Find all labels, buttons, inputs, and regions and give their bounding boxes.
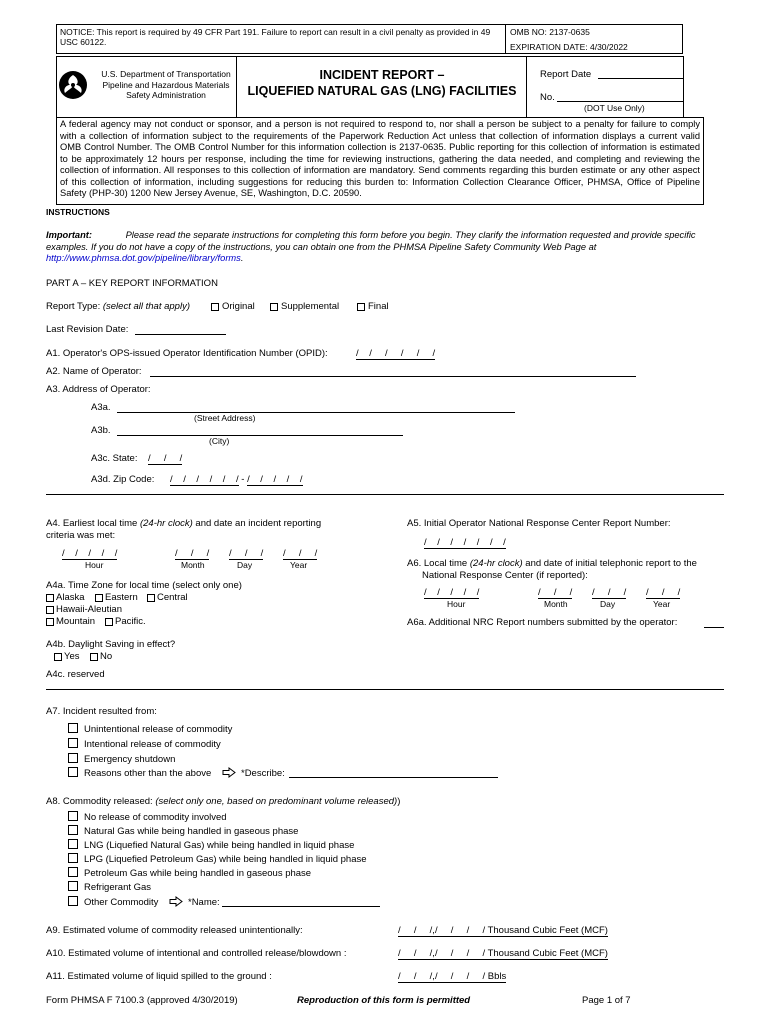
a3d-label: A3d. Zip Code: — [91, 474, 155, 485]
a10-label: A10. Estimated volume of intentional and controlled release/blowdown : — [46, 948, 347, 959]
a4-day-caption: Day — [237, 560, 253, 570]
intentional-release-checkbox[interactable] — [68, 738, 78, 748]
unintentional-release-label: Unintentional release of commodity — [84, 724, 233, 735]
a4-year-caption: Year — [290, 560, 308, 570]
page-number: Page 1 of 7 — [582, 995, 631, 1006]
instructions-text: Important: Please read the separate instructions for completing this form before you begin. They clarify the information requested and provide specific examples. If you do not have a copy of the instructions, you can obtain one from the PHMSA Pipeline Safety Community Web Page at http://www.phmsa.dot.gov/pipeline/library/forms. — [46, 230, 696, 263]
a6-hour-field[interactable]: / / / / / — [424, 587, 480, 598]
petroleum-gas-checkbox[interactable] — [68, 867, 78, 877]
lng-checkbox[interactable] — [68, 839, 78, 849]
part-a-heading: PART A – KEY REPORT INFORMATION — [46, 278, 218, 289]
title-divider-left — [236, 56, 237, 118]
emergency-shutdown-checkbox[interactable] — [68, 753, 78, 763]
dot-number-label: No. — [540, 92, 555, 103]
a4b-label: A4b. Daylight Saving in effect? — [46, 639, 176, 650]
dot-logo-icon — [58, 70, 88, 100]
zip-code-field[interactable]: / / / / / / - / / / / / — [170, 474, 303, 485]
no-release-checkbox[interactable] — [68, 811, 78, 821]
other-reasons-checkbox[interactable] — [68, 767, 78, 777]
a6a-label: A6a. Additional NRC Report numbers submitted by the operator: — [407, 617, 678, 628]
reproduction-note: Reproduction of this form is permitted — [297, 995, 471, 1006]
section-divider-2 — [46, 689, 724, 690]
expiration-date: EXPIRATION DATE: 4/30/2022 — [510, 42, 628, 52]
a4-label-line2: criteria was met: — [46, 530, 116, 541]
omb-number: OMB NO: 2137-0635 — [510, 27, 590, 37]
a3b-label: A3b. — [91, 425, 111, 436]
petroleum-gas-label: Petroleum Gas while being handled in gaseous phase — [84, 868, 312, 879]
agency-name: U.S. Department of Transportation Pipeline and Hazardous Materials Safety Administration — [101, 69, 231, 100]
opid-field[interactable]: / / / / / / — [356, 348, 436, 359]
a6-year-caption: Year — [653, 599, 671, 609]
operator-name-field[interactable] — [150, 376, 636, 377]
original-checkbox[interactable] — [211, 303, 219, 311]
street-address-caption: (Street Address) — [194, 413, 256, 423]
intentional-release-label: Intentional release of commodity — [84, 739, 221, 750]
other-name-field[interactable] — [222, 906, 380, 907]
original-label: Original — [222, 301, 255, 312]
a11-volume-field[interactable]: / / /,/ / / / Bbls — [398, 971, 507, 982]
other-commodity-checkbox[interactable] — [68, 896, 78, 906]
describe-field[interactable] — [289, 777, 498, 778]
instructions-heading: INSTRUCTIONS — [46, 207, 110, 217]
unintentional-release-checkbox[interactable] — [68, 723, 78, 733]
a6-label: A6. Local time (24-hr clock) and date of initial telephonic report to the — [407, 558, 697, 569]
additional-nrc-field[interactable] — [704, 627, 724, 628]
dst-yes-label: Yes — [64, 651, 80, 662]
alaska-checkbox[interactable] — [46, 594, 54, 602]
a3-label: A3. Address of Operator: — [46, 384, 151, 395]
a4-year-field[interactable]: / / / — [283, 548, 318, 559]
burden-notice-text: A federal agency may not conduct or sponsor, and a person is not required to respond to, nor shall a person be subject to a penalty for failure to comply with a collection of information subject to the requirements of the Paperwork Reduction Act unless that collection of information displays a current valid OMB Control Number. The OMB Control Number for this information collection is 2137-0635. Public reporting for this collection of information is estimated to be approximately 12 hours per response, including the time for reviewing instructions, gathering the data needed, and completing and reviewing the collection of information. All responses to this collection of information are mandatory. Send comments regarding this burden estimate or any other aspect of this collection of information, including suggestions for reducing this burden to: Information Collection Clearance Officer, PHMSA, Office of Pipeline Safety (PHP-30) 1200 New Jersey Avenue, SE, Washington, D.C. 20590. — [60, 119, 700, 198]
mountain-label: Mountain — [56, 616, 96, 627]
final-label: Final — [368, 301, 389, 312]
dot-use-only: (DOT Use Only) — [584, 103, 645, 113]
other-reasons-label: Reasons other than the above — [84, 768, 212, 779]
alaska-label: Alaska — [56, 592, 85, 603]
emergency-shutdown-label: Emergency shutdown — [84, 754, 176, 765]
hawaii-checkbox[interactable] — [46, 606, 54, 614]
eastern-label: Eastern — [105, 592, 138, 603]
describe-label: *Describe: — [241, 768, 285, 779]
title-divider-right — [526, 56, 527, 118]
a4-month-field[interactable]: / / / — [175, 548, 210, 559]
city-caption: (City) — [209, 436, 230, 446]
other-commodity-label: Other Commodity — [84, 897, 159, 908]
central-label: Central — [157, 592, 188, 603]
a4-hour-caption: Hour — [85, 560, 104, 570]
natural-gas-checkbox[interactable] — [68, 825, 78, 835]
a9-label: A9. Estimated volume of commodity released unintentionally: — [46, 925, 303, 936]
a6-hour-caption: Hour — [447, 599, 466, 609]
natural-gas-label: Natural Gas while being handled in gaseous phase — [84, 826, 299, 837]
a4-day-field[interactable]: / / / — [229, 548, 264, 559]
lpg-checkbox[interactable] — [68, 853, 78, 863]
last-revision-label: Last Revision Date: — [46, 324, 129, 335]
a5-label: A5. Initial Operator National Response Center Report Number: — [407, 518, 671, 529]
a6-day-caption: Day — [600, 599, 616, 609]
a6-month-field[interactable]: / / / — [538, 587, 573, 598]
a4c-label: A4c. reserved — [46, 669, 105, 680]
forms-link[interactable]: http://www.phmsa.dot.gov/pipeline/library/forms — [46, 253, 241, 263]
eastern-checkbox[interactable] — [95, 594, 103, 602]
a4-label: A4. Earliest local time (24-hr clock) and date an incident reporting — [46, 518, 322, 529]
city-field[interactable] — [117, 435, 403, 436]
supplemental-label: Supplemental — [281, 301, 340, 312]
a9-volume-field[interactable]: / / /,/ / / / Thousand Cubic Feet (MCF) — [398, 925, 608, 936]
report-type-label: Report Type: (select all that apply) — [46, 301, 190, 312]
dst-no-checkbox[interactable] — [90, 653, 98, 661]
lng-label: LNG (Liquefied Natural Gas) while being handled in liquid phase — [84, 840, 355, 851]
a8-label: A8. Commodity released: (select only one, based on predominant volume released)) — [46, 796, 401, 807]
a10-volume-field[interactable]: / / /,/ / / / Thousand Cubic Feet (MCF) — [398, 948, 608, 959]
report-title: INCIDENT REPORT – LIQUEFIED NATURAL GAS (LNG) FACILITIES — [247, 68, 517, 98]
hawaii-label: Hawaii-Aleutian — [56, 604, 123, 615]
a3a-label: A3a. — [91, 402, 111, 413]
pacific-checkbox[interactable] — [105, 618, 113, 626]
nrc-report-number-field[interactable]: / / / / / / / — [424, 537, 506, 548]
dst-yes-checkbox[interactable] — [54, 653, 62, 661]
a6-year-field[interactable]: / / / — [646, 587, 681, 598]
state-field[interactable]: / / / — [148, 453, 183, 464]
no-release-label: No release of commodity involved — [84, 812, 227, 823]
a2-label: A2. Name of Operator: — [46, 366, 142, 377]
a4a-label: A4a. Time Zone for local time (select only one) — [46, 580, 242, 591]
street-address-field[interactable] — [117, 412, 515, 413]
lpg-label: LPG (Liquefied Petroleum Gas) while being handled in liquid phase — [84, 854, 367, 865]
final-checkbox[interactable] — [357, 303, 365, 311]
report-date-label: Report Date — [540, 69, 592, 80]
dot-number-field[interactable] — [557, 101, 684, 102]
section-divider-1 — [46, 494, 724, 495]
a4-month-caption: Month — [181, 560, 205, 570]
a6-month-caption: Month — [544, 599, 568, 609]
report-date-field[interactable] — [598, 78, 684, 79]
other-name-label: *Name: — [188, 897, 220, 908]
dst-no-label: No — [100, 651, 113, 662]
supplemental-checkbox[interactable] — [270, 303, 278, 311]
arrow-right-icon — [169, 896, 183, 907]
refrigerant-gas-checkbox[interactable] — [68, 881, 78, 891]
central-checkbox[interactable] — [147, 594, 155, 602]
form-number: Form PHMSA F 7100.3 (approved 4/30/2019) — [46, 995, 238, 1006]
notice-text: NOTICE: This report is required by 49 CFR Part 191. Failure to report can result in a civil penalty as provided in 49 USC 60122. — [60, 27, 491, 47]
refrigerant-gas-label: Refrigerant Gas — [84, 882, 152, 893]
a4-hour-field[interactable]: / / / / / — [62, 548, 118, 559]
last-revision-field[interactable] — [135, 334, 226, 335]
mountain-checkbox[interactable] — [46, 618, 54, 626]
a6-day-field[interactable]: / / / — [592, 587, 627, 598]
pacific-label: Pacific. — [115, 616, 146, 627]
a1-label: A1. Operator's OPS-issued Operator Identification Number (OPID): — [46, 348, 328, 359]
a7-label: A7. Incident resulted from: — [46, 706, 157, 717]
a6-label-line2: National Response Center (if reported): — [422, 570, 588, 581]
arrow-right-icon — [222, 767, 236, 778]
a11-label: A11. Estimated volume of liquid spilled to the ground : — [46, 971, 272, 982]
important-label: Important: — [46, 230, 92, 240]
a3c-label: A3c. State: — [91, 453, 138, 464]
